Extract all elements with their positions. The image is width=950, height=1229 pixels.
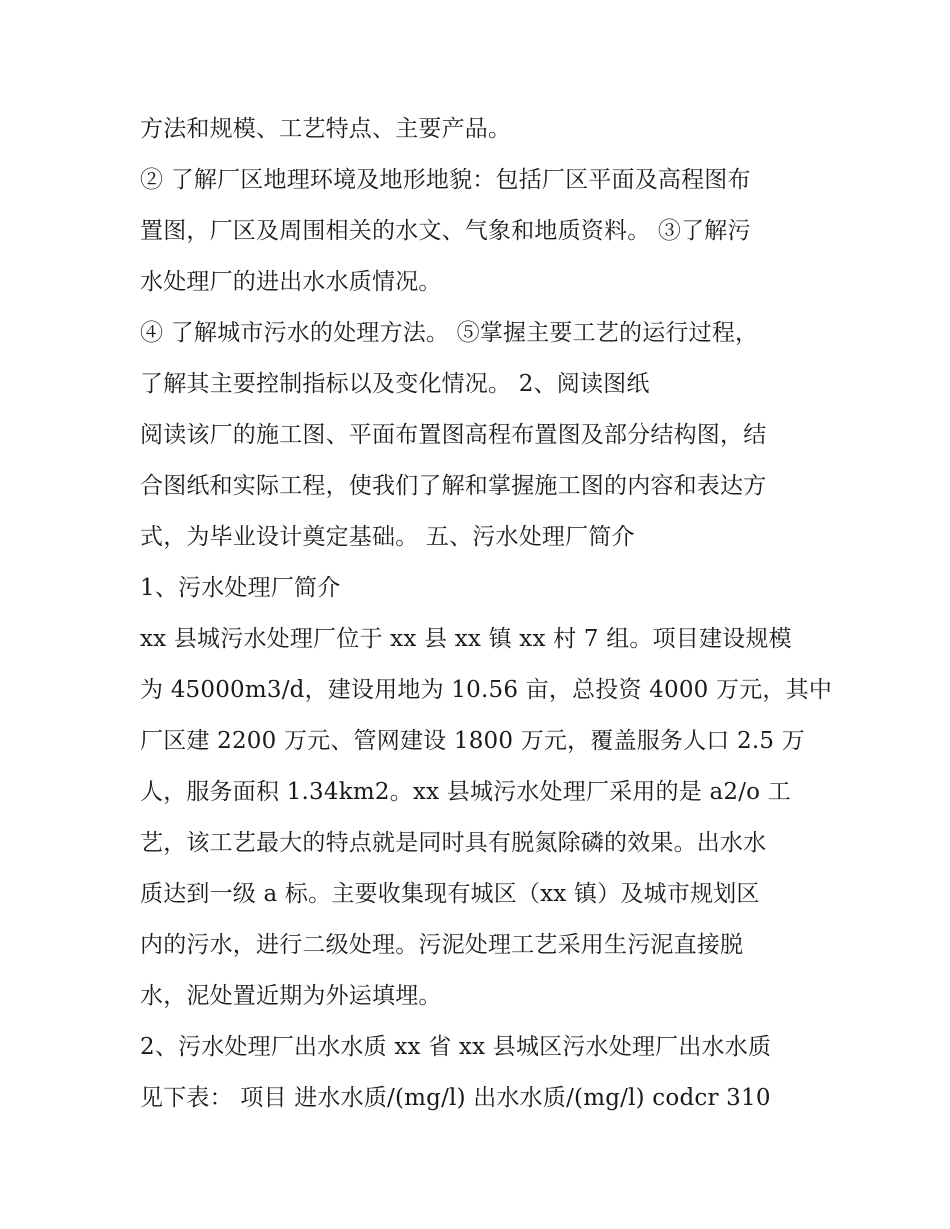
text-line: 式，为毕业设计奠定基础。 五、污水处理厂简介 [140, 524, 635, 550]
text-line: ④ 了解城市污水的处理方法。 ⑤掌握主要工艺的运行过程， [140, 320, 759, 346]
text-line: 艺，该工艺最大的特点就是同时具有脱氮除磷的效果。出水水 [140, 830, 767, 856]
text-line: 为 45000m3/d，建设用地为 10.56 亩，总投资 4000 万元，其中 [140, 677, 833, 703]
text-line: 水处理厂的进出水水质情况。 [140, 269, 442, 295]
text-line: ② 了解厂区地理环境及地形地貌：包括厂区平面及高程图布 [140, 167, 751, 193]
section-heading: 1、污水处理厂简介 [140, 575, 341, 601]
text-line: 质达到一级 a 标。主要收集现有城区（xx 镇）及城市规划区 [140, 881, 760, 907]
text-line: xx 县城污水处理厂位于 xx 县 xx 镇 xx 村 7 组。项目建设规模 [140, 626, 792, 652]
text-line: 人，服务面积 1.34km2。xx 县城污水处理厂采用的是 a2/o 工 [140, 779, 791, 805]
text-line: 水，泥处置近期为外运填埋。 [140, 983, 442, 1009]
text-line: 方法和规模、工艺特点、主要产品。 [140, 116, 512, 142]
text-line: 见下表： 项目 进水水质/(mg/l) 出水水质/(mg/l) codcr 310 [140, 1085, 771, 1111]
text-line: 厂区建 2200 万元、管网建设 1800 万元，覆盖服务人口 2.5 万 [140, 728, 805, 754]
text-line: 2、污水处理厂出水水质 xx 省 xx 县城区污水处理厂出水水质 [140, 1034, 772, 1060]
text-line: 合图纸和实际工程，使我们了解和掌握施工图的内容和表达方 [140, 473, 767, 499]
text-line: 了解其主要控制指标以及变化情况。 2、阅读图纸 [140, 371, 650, 397]
body-text [140, 104, 833, 1124]
text-line: 内的污水，进行二级处理。污泥处理工艺采用生污泥直接脱 [140, 932, 744, 958]
text-line: 阅读该厂的施工图、平面布置图高程布置图及部分结构图，结 [140, 422, 767, 448]
text-line: 置图，厂区及周围相关的水文、气象和地质资料。 ③了解污 [140, 218, 751, 244]
